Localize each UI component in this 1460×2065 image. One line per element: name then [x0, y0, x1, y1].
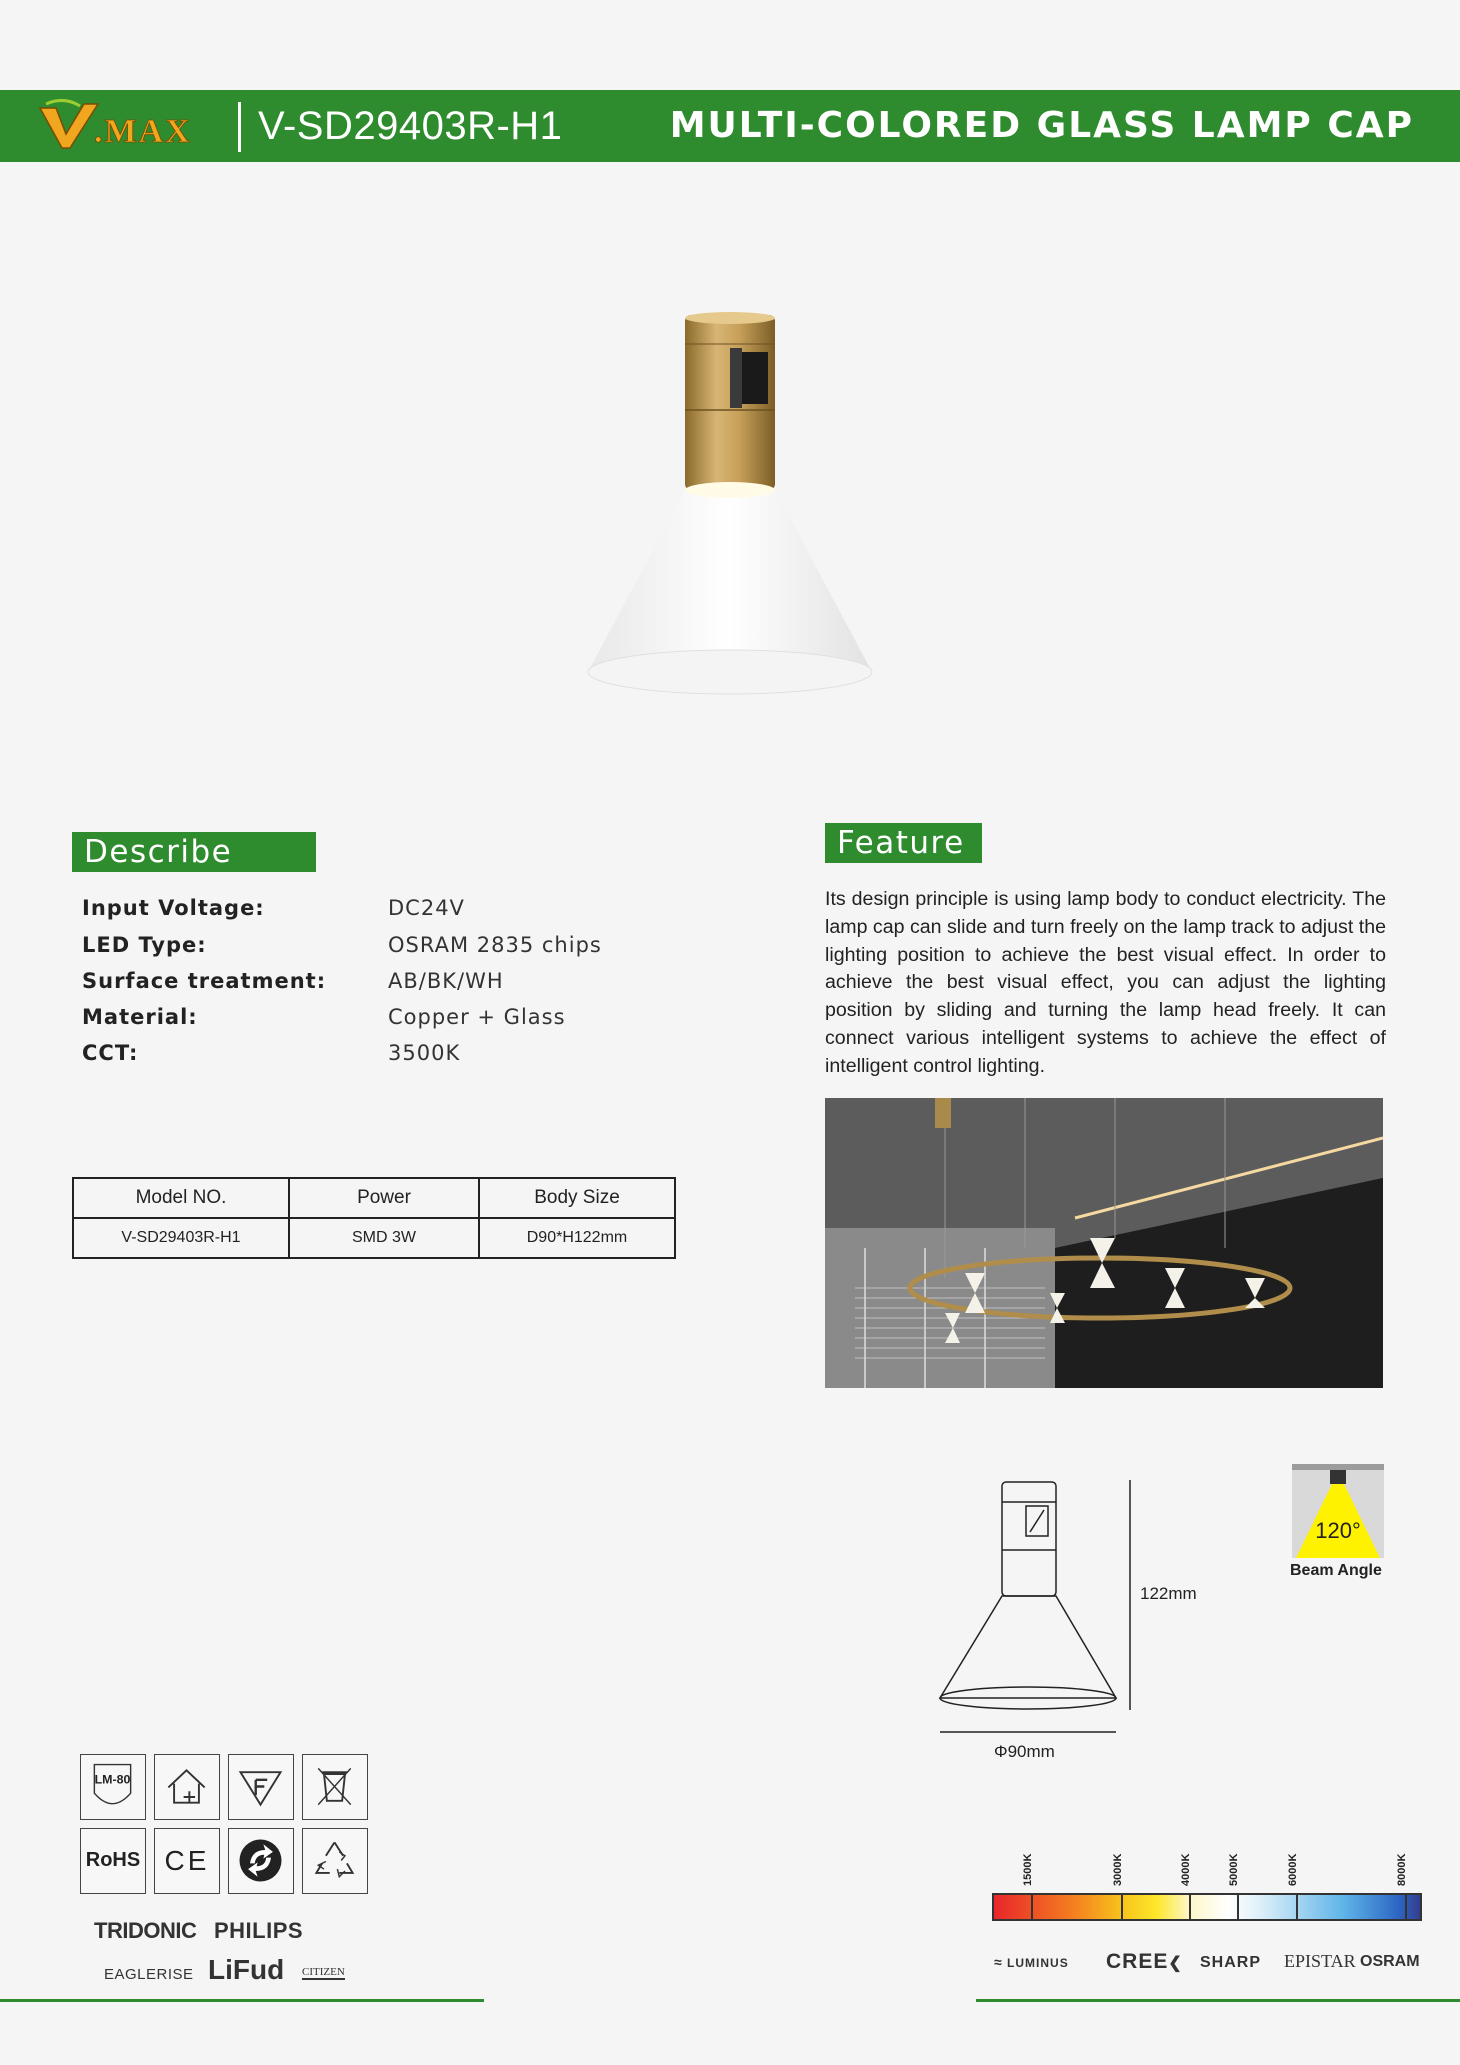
- brand-philips: PHILIPS: [214, 1918, 304, 1943]
- chip-brand-luminus: ≈ LUMINUS: [994, 1954, 1069, 1970]
- brand-citizen: CITIZEN: [302, 1966, 345, 1978]
- rohs-badge: RoHS: [80, 1828, 146, 1894]
- house-icon: [154, 1754, 220, 1820]
- logo-text: .MAX: [94, 113, 192, 150]
- table-cell-size: D90*H122mm: [479, 1218, 675, 1258]
- brand-lifud: LiFud: [208, 1954, 285, 1985]
- cct-label-5000: 5000K: [1228, 1853, 1240, 1886]
- model-title: V-SD29403R-H1: [258, 104, 563, 148]
- beam-angle-value: 120°: [1315, 1518, 1361, 1543]
- spec-label-voltage: Input Voltage:: [82, 896, 265, 920]
- cct-label-8000: 8000K: [1396, 1853, 1408, 1886]
- cct-label-3000: 3000K: [1112, 1853, 1124, 1886]
- recycle-triangle-icon: [302, 1828, 368, 1894]
- spec-value-voltage: DC24V: [388, 896, 465, 920]
- dimension-diameter: Φ90mm: [994, 1742, 1055, 1761]
- spec-value-cct: 3500K: [388, 1041, 461, 1065]
- spec-value-material: Copper + Glass: [388, 1005, 566, 1029]
- cct-label-4000: 4000K: [1180, 1853, 1192, 1886]
- cree-arrow-icon: ❮: [1168, 1955, 1183, 1972]
- table-row: [73, 1218, 675, 1258]
- header-divider: [238, 102, 241, 152]
- pendant-lamp-icon: [580, 300, 880, 720]
- dimension-drawing: [930, 1470, 1170, 1770]
- chip-brand-osram: OSRAM: [1360, 1953, 1420, 1970]
- cct-labels: [992, 1836, 1422, 1892]
- spec-label-cct: CCT:: [82, 1041, 139, 1065]
- cct-label-6000: 6000K: [1287, 1853, 1299, 1886]
- table-header-row: [73, 1178, 675, 1218]
- spec-value-led: OSRAM 2835 chips: [388, 933, 602, 957]
- chip-brand-sharp: SHARP: [1200, 1954, 1262, 1971]
- svg-text:LM-80: LM-80: [94, 1772, 131, 1787]
- luminus-swoosh-icon: ≈: [994, 1954, 1003, 1970]
- chip-brand-cree: CREE❮: [1106, 1950, 1183, 1973]
- product-title: MULTI-COLORED GLASS LAMP CAP: [669, 105, 1414, 146]
- f-mark-icon: [228, 1754, 294, 1820]
- cct-color-bar: [992, 1893, 1422, 1921]
- table-header-size: Body Size: [479, 1178, 675, 1218]
- recycle-arrow-icon: [228, 1828, 294, 1894]
- dimension-height: 122mm: [1140, 1584, 1197, 1603]
- table-header-power: Power: [289, 1178, 479, 1218]
- model-table: [72, 1177, 676, 1259]
- ce-badge: CE: [154, 1828, 220, 1894]
- spec-label-led: LED Type:: [82, 933, 207, 957]
- table-header-model: Model NO.: [73, 1178, 289, 1218]
- lm80-badge: [80, 1754, 146, 1820]
- describe-heading: Describe: [72, 832, 316, 872]
- table-cell-power: SMD 3W: [289, 1218, 479, 1258]
- footer-line-left: [0, 1999, 484, 2002]
- footer-line-right: [976, 1999, 1460, 2002]
- spec-label-material: Material:: [82, 1005, 198, 1029]
- chip-brand-epistar: EPISTAR: [1284, 1951, 1356, 1971]
- vmax-logo: [36, 98, 226, 154]
- spec-label-surface: Surface treatment:: [82, 969, 327, 993]
- room-photo: [825, 1098, 1383, 1388]
- cct-label-1500: 1500K: [1022, 1853, 1034, 1886]
- weee-bin-icon: [302, 1754, 368, 1820]
- brand-eaglerise: EAGLERISE: [104, 1966, 194, 1983]
- feature-heading: Feature: [825, 823, 982, 863]
- table-cell-model: V-SD29403R-H1: [73, 1218, 289, 1258]
- spec-value-surface: AB/BK/WH: [388, 969, 504, 993]
- feature-paragraph: Its design principle is using lamp body to conduct electricity. The lamp cap can slide and turn freely on the lamp track to adjust the lighting position to achieve the best visual effect. In order to achieve the best visual effect, you can adjust the lighting position by sliding and turning the lamp head freely. It can connect various intelligent systems to achieve the effect of intelligent control lighting.: [825, 888, 1386, 1077]
- beam-angle-label: Beam Angle: [1290, 1562, 1382, 1579]
- brand-tridonic: TRIDONIC: [94, 1918, 197, 1943]
